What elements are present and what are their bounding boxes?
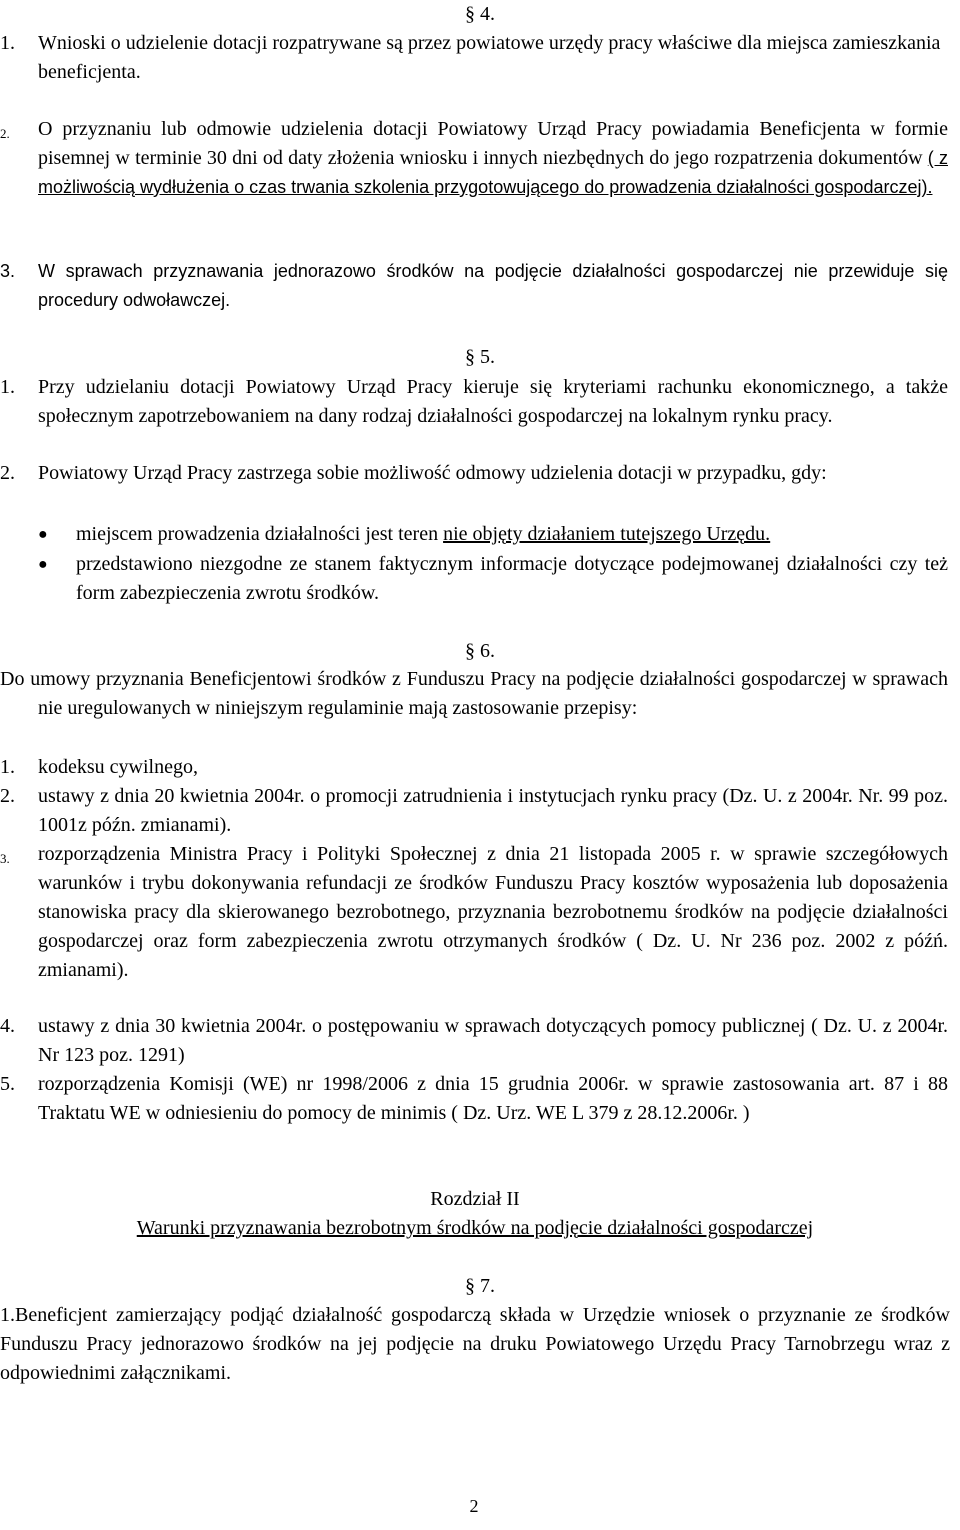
- item-number: 5.: [0, 1073, 15, 1095]
- item-text: Wnioski o udzielenie dotacji rozpatrywane są przez powiatowe urzędy pracy właściwe dla miejsca zamieszkania beneficjenta.: [38, 32, 941, 83]
- item-number: 3.: [0, 851, 10, 866]
- chapter-subtitle: Warunki przyznawania bezrobotnym środków na podjęcie działalności gospodarczej: [136, 1217, 814, 1239]
- item-number: 4.: [0, 1015, 15, 1037]
- item-text: ustawy z dnia 30 kwietnia 2004r. o postępowaniu w sprawach dotyczących pomocy publicznej ( Dz. U. z 2004r. Nr 123 poz. 1291): [38, 1015, 948, 1066]
- section-7-heading: § 7.: [465, 1275, 495, 1297]
- section-7-item-1: 1.Beneficjent zamierzający podjąć działalność gospodarczą składa w Urzędzie wniosek o przyznanie ze środków Funduszu Pracy jednorazowo środków na jej podjęcie na druku Powiatowego Urzędu Pracy Tarnobrzegu wraz z odpowiednimi załącznikami.: [0, 1304, 950, 1384]
- item-text: rozporządzenia Ministra Pracy i Polityki Społecznej z dnia 21 listopada 2005 r. w sprawie szczegółowych warunków i trybu dokonywania refundacji ze środków Funduszu Pracy kosztów wyposażenia lub doposażenia stanowiska pracy dla skierowanego bezrobotnego, przyznania bezrobotnemu środków na podjęcie działalności gospodarczej oraz form zabezpieczenia zwrotu otrzymanych środków ( Dz. U. Nr 236 poz. 2002 z późń. zmianami).: [38, 843, 948, 981]
- section-6-heading: § 6.: [465, 640, 495, 662]
- item-number: 2.: [0, 785, 15, 807]
- item-text: W sprawach przyznawania jednorazowo środków na podjęcie działalności gospodarczej nie przewiduje się procedury odwoławczej.: [38, 261, 948, 310]
- bullet-text: [76, 520, 948, 549]
- bullet-icon: ●: [38, 526, 48, 543]
- item-text: [38, 115, 948, 202]
- item-text: rozporządzenia Komisji (WE) nr 1998/2006 z dnia 15 grudnia 2006r. w sprawie zastosowania art. 87 i 88 Traktatu WE w odniesieniu do pomocy de minimis ( Dz. Urz. WE L 379 z 28.12.2006r. ): [38, 1073, 948, 1124]
- page-number: 2: [469, 1496, 479, 1516]
- item-number: 2.: [0, 462, 15, 484]
- item-number: 1.: [0, 32, 15, 54]
- item-text: kodeksu cywilnego,: [38, 756, 198, 778]
- item-text-underlined: ( z możliwością wydłużenia o czas trwania szkolenia przygotowującego do prowadzenia działalności gospodarczej).: [38, 148, 948, 197]
- bullet-text-underlined: nie objęty działaniem tutejszego Urzędu.: [443, 523, 771, 545]
- bullet-text: przedstawiono niezgodne ze stanem faktycznym informacje dotyczące podejmowanej działalności czy też form zabezpieczenia zwrotu środków.: [76, 553, 948, 604]
- item-number: 1.: [0, 376, 15, 398]
- intro-text: Do umowy przyznania Beneficjentowi środków z Funduszu Pracy na podjęcie działalności gospodarczej w sprawach nie uregulowanych w niniejszym regulaminie mają zastosowanie przepisy:: [0, 668, 948, 719]
- section-6-intro: [0, 665, 948, 723]
- item-text-plain: O przyznaniu lub odmowie udzielenia dotacji Powiatowy Urząd Pracy powiadamia Beneficjenta w formie pisemnej w terminie 30 dni od daty złożenia wniosku i innych niezbędnych do jego rozpatrzenia dokumentów: [38, 118, 948, 169]
- bullet-text-plain: miejscem prowadzenia działalności jest teren: [76, 523, 444, 545]
- item-text: ustawy z dnia 20 kwietnia 2004r. o promocji zatrudnienia i instytucjach rynku pracy (Dz. U. z 2004r. Nr. 99 poz. 1001z późn. zmianami).: [38, 785, 948, 836]
- section-4-heading: § 4.: [465, 3, 495, 25]
- bullet-icon: ●: [38, 556, 48, 573]
- section-5-heading: § 5.: [465, 346, 495, 368]
- item-number: 1.: [0, 756, 15, 778]
- item-text: Powiatowy Urząd Pracy zastrzega sobie możliwość odmowy udzielenia dotacji w przypadku, gdy:: [38, 462, 827, 484]
- item-number: 2.: [0, 126, 10, 141]
- item-text: Przy udzielaniu dotacji Powiatowy Urząd Pracy kieruje się kryteriami rachunku ekonomicznego, a także społecznym zapotrzebowaniem na dany rodzaj działalności gospodarczej na lokalnym rynku pracy.: [38, 376, 948, 427]
- chapter-title: Rozdział II: [430, 1188, 520, 1210]
- item-number: 3.: [0, 261, 16, 281]
